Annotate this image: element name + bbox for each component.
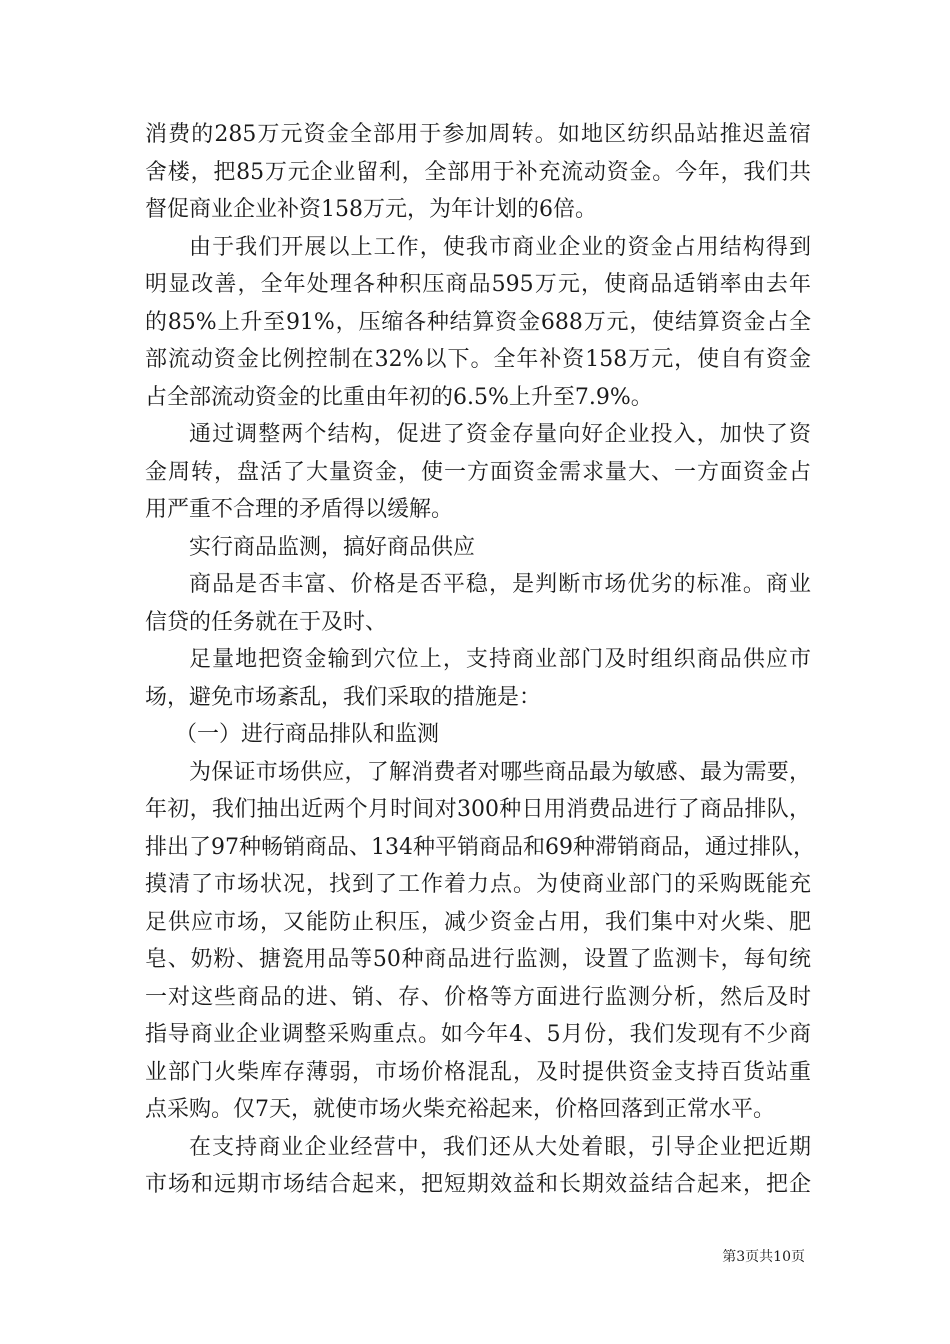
text-line: 足供应市场，又能防止积压，减少资金占用，我们集中对火柴、肥 bbox=[145, 909, 811, 935]
text-line: 排出了97种畅销商品、134种平销商品和69种滞销商品，通过排队， bbox=[145, 834, 815, 860]
text-line: 消费的285万元资金全部用于参加周转。如地区纺织品站推迟盖宿 bbox=[145, 122, 811, 147]
text-line: 由于我们开展以上工作，使我市商业企业的资金占用结构得到 bbox=[189, 234, 811, 260]
text-line: 一对这些商品的进、销、存、价格等方面进行监测分析，然后及时 bbox=[145, 984, 811, 1010]
text-line: 占全部流动资金的比重由年初的6.5%上升至7.9%。 bbox=[145, 384, 653, 410]
text-line: 部流动资金比例控制在32%以下。全年补资158万元，使自有资金 bbox=[145, 347, 811, 372]
text-line: 的85%上升至91%，压缩各种结算资金688万元，使结算资金占全 bbox=[145, 309, 811, 335]
text-line: 摸清了市场状况，找到了工作着力点。为使商业部门的采购既能充 bbox=[145, 872, 811, 897]
body-text bbox=[145, 116, 815, 1204]
text-line: 年初，我们抽出近两个月时间对300种日用消费品进行了商品排队， bbox=[145, 797, 811, 822]
text-line: 商品是否丰富、价格是否平稳，是判断市场优劣的标准。商业 bbox=[189, 572, 811, 597]
text-line: 在支持商业企业经营中，我们还从大处着眼，引导企业把近期 bbox=[189, 1134, 811, 1160]
text-line: 场，避免市场紊乱，我们采取的措施是： bbox=[145, 684, 542, 710]
text-line: 皂、奶粉、搪瓷用品等50种商品进行监测，设置了监测卡，每旬统 bbox=[145, 947, 811, 972]
text-line: 足量地把资金输到穴位上，支持商业部门及时组织商品供应市 bbox=[189, 647, 811, 672]
subsection-heading: （一）进行商品排队和监测 bbox=[175, 722, 440, 747]
text-line: 点采购。仅7天，就使市场火柴充裕起来，价格回落到正常水平。 bbox=[145, 1097, 775, 1122]
text-line: 明显改善，全年处理各种积压商品595万元，使商品适销率由去年 bbox=[145, 272, 811, 297]
text-line: 市场和远期市场结合起来，把短期效益和长期效益结合起来，把企 bbox=[145, 1172, 811, 1197]
page-number: 第3页共10页 bbox=[722, 1249, 805, 1265]
text-line: 通过调整两个结构，促进了资金存量向好企业投入，加快了资 bbox=[189, 422, 811, 447]
text-line: 舍楼，把85万元企业留利，全部用于补充流动资金。今年，我们共 bbox=[145, 159, 811, 185]
text-line: 信贷的任务就在于及时、 bbox=[145, 609, 388, 635]
text-line: 督促商业企业补资158万元，为年计划的6倍。 bbox=[145, 197, 597, 222]
text-line: 为保证市场供应，了解消费者对哪些商品最为敏感、最为需要， bbox=[189, 759, 811, 785]
text-line: 业部门火柴库存薄弱，市场价格混乱，及时提供资金支持百货站重 bbox=[145, 1059, 811, 1085]
text-line: 用严重不合理的矛盾得以缓解。 bbox=[145, 497, 454, 522]
text-line: 指导商业企业调整采购重点。如今年4、5月份，我们发现有不少商 bbox=[145, 1022, 811, 1047]
text-line: 金周转，盘活了大量资金，使一方面资金需求量大、一方面资金占 bbox=[145, 459, 811, 485]
section-heading: 实行商品监测，搞好商品供应 bbox=[189, 534, 476, 560]
